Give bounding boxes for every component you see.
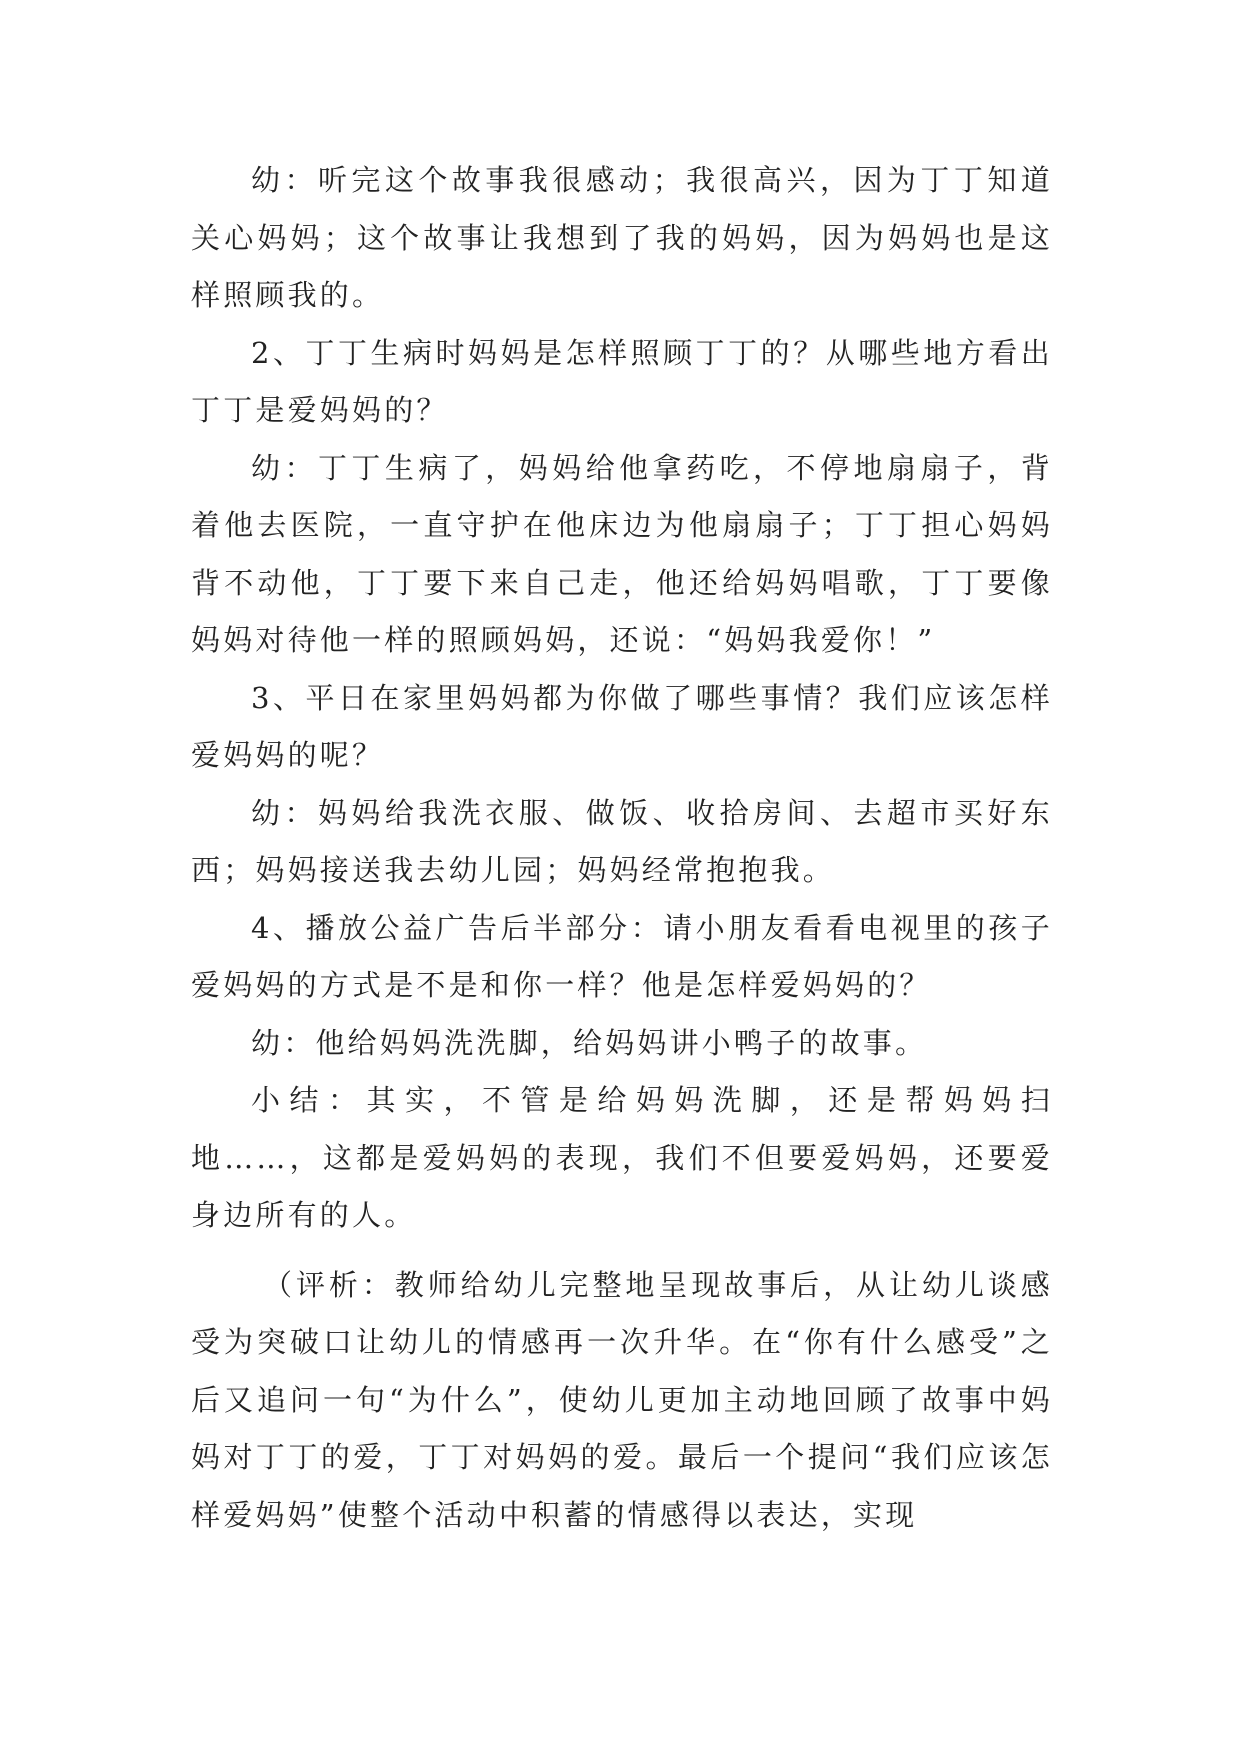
paragraph-commentary: （评析：教师给幼儿完整地呈现故事后，从让幼儿谈感受为突破口让幼儿的情感再一次升华。在“你有什么感受”之后又追问一句“为什么”，使幼儿更加主动地回顾了故事中妈妈对丁丁的爱，丁丁对妈妈的爱。最后一个提问“我们应该怎样爱妈妈”使整个活动中积蓄的情感得以表达，实现 (191, 1267, 1053, 1532)
paragraph-question-2: 2、丁丁生病时妈妈是怎样照顾丁丁的？从哪些地方看出丁丁是爱妈妈的？ (191, 335, 1053, 427)
paragraph-child-feeling: 幼：听完这个故事我很感动；我很高兴，因为丁丁知道关心妈妈；这个故事让我想到了我的妈妈，因为妈妈也是这样照顾我的。 (191, 163, 1053, 312)
paragraph-answer-3: 幼：妈妈给我洗衣服、做饭、收拾房间、去超市买好东西；妈妈接送我去幼儿园；妈妈经常抱抱我。 (191, 795, 1053, 887)
document-body (191, 152, 1053, 1544)
paragraph-answer-4: 幼：他给妈妈洗洗脚，给妈妈讲小鸭子的故事。 (251, 1025, 928, 1060)
paragraph-question-3: 3、平日在家里妈妈都为你做了哪些事情？我们应该怎样爱妈妈的呢？ (191, 680, 1053, 772)
paragraph-answer-2: 幼：丁丁生病了，妈妈给他拿药吃，不停地扇扇子，背着他去医院，一直守护在他床边为他扇扇子；丁丁担心妈妈背不动他，丁丁要下来自己走，他还给妈妈唱歌，丁丁要像妈妈对待他一样的照顾妈妈，还说：“妈妈我爱你！” (191, 450, 1053, 657)
paragraph-question-4: 4、播放公益广告后半部分：请小朋友看看电视里的孩子爱妈妈的方式是不是和你一样？他是怎样爱妈妈的？ (191, 910, 1053, 1002)
paragraph-summary: 小结：其实，不管是给妈妈洗脚，还是帮妈妈扫地……，这都是爱妈妈的表现，我们不但要爱妈妈，还要爱身边所有的人。 (191, 1083, 1053, 1232)
